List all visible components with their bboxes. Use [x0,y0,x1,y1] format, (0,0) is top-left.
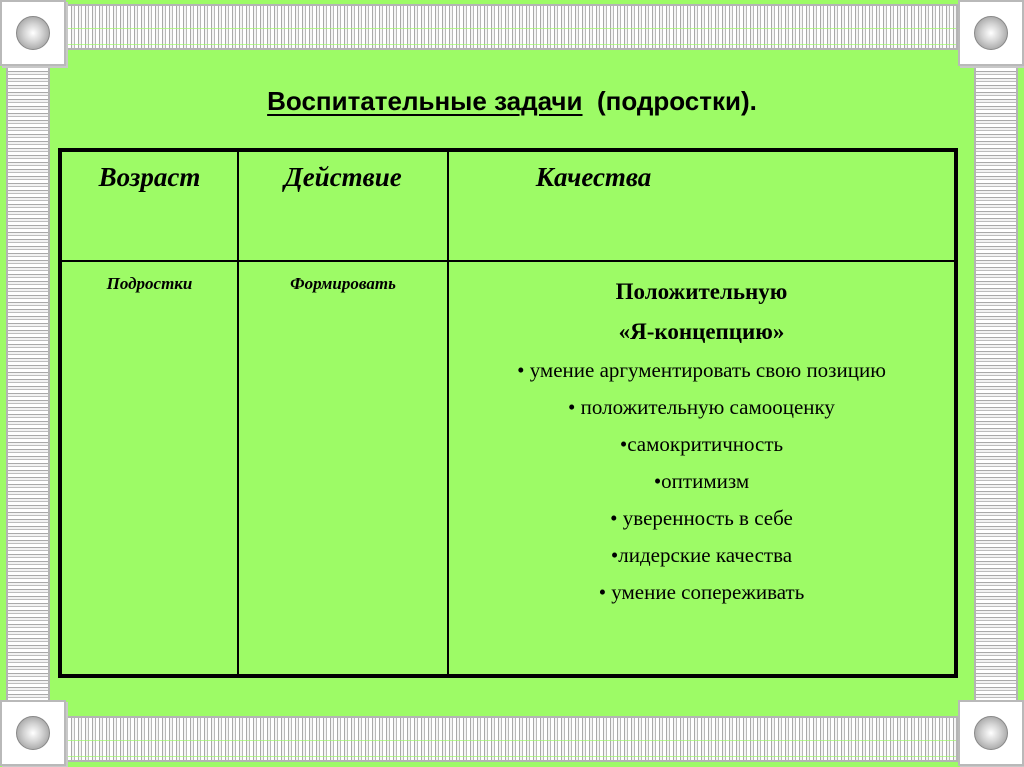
metal-ball-icon [16,16,50,50]
qualities-heading-line1: Положительную [615,279,788,304]
frame-right-bar [974,66,1018,716]
header-age: Возраст [60,150,238,261]
qualities-heading-line2: «Я-концепцию» [618,319,785,344]
list-item: • уверенность в себе [610,506,793,530]
table-row [60,261,956,676]
metal-ball-icon [974,716,1008,750]
list-item: •лидерские качества [610,543,793,567]
cell-qualities [448,261,956,676]
frame-bottom-bar [66,716,958,762]
frame-corner-top-left [0,0,66,66]
metal-ball-icon [974,16,1008,50]
table-header-row [60,150,956,261]
frame-corner-top-right [958,0,1024,66]
list-item: • положительную самооценку [568,395,835,419]
header-action: Действие [238,150,448,261]
slide-title-underlined: Воспитательные задачи [267,86,583,116]
slide-title [0,86,1024,117]
frame-corner-bottom-left [0,700,66,766]
header-qualities-label: Качества [535,162,652,192]
cell-action: Формировать [238,261,448,676]
frame-top-bar [66,4,958,50]
slide-title-rest: (подростки). [582,86,757,116]
list-item: •самокритичность [619,432,784,456]
frame-corner-bottom-right [958,700,1024,766]
list-item: • умение аргументировать свою позицию [517,358,886,382]
tasks-table [58,148,958,678]
header-qualities [448,150,956,261]
cell-age: Подростки [60,261,238,676]
list-item: •оптимизм [653,469,750,493]
metal-ball-icon [16,716,50,750]
frame-left-bar [6,66,50,716]
list-item: • умение сопереживать [598,580,805,604]
